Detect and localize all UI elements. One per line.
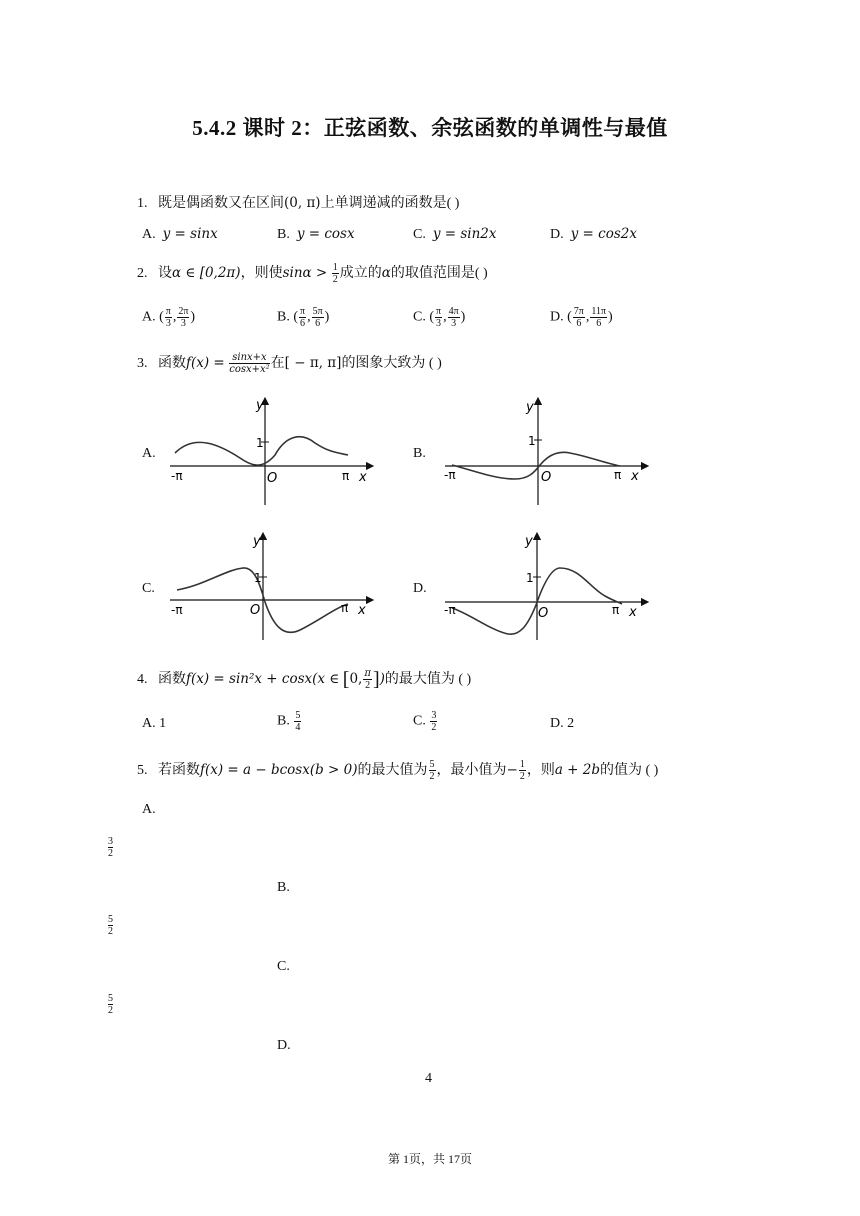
question-5: 5. 若函数f(x) = a − bcosx(b > 0)的最大值为 $\frac{5}{2}$ ，最小值为− $\frac{1}{2}$ ，则a + 2b的值为 ( ) <box>137 759 659 783</box>
svg-text:y: y <box>253 534 261 549</box>
graph-c <box>165 530 375 645</box>
svg-text:1: 1 <box>254 571 262 585</box>
tick-1: 1 <box>256 436 264 450</box>
question-number: 2. <box>137 266 148 281</box>
option-b: B. ( $\frac{\pi}{6}$ , $\frac{5\pi}{6}$ ) <box>277 306 330 329</box>
question-3: 3. 函数f(x) = $\frac{\sin x+x}{\text{cosx+x²}}$ 在[ − π, π]的图象大致为 ( ) <box>137 352 442 376</box>
svg-text:y: y <box>525 534 533 549</box>
svg-text:O: O <box>541 470 552 485</box>
math-expr: sinα > <box>282 265 328 281</box>
option-b-label: B. <box>277 880 290 895</box>
question-number: 1. <box>137 196 148 211</box>
svg-text:π: π <box>612 603 620 617</box>
graph-option-c-label: C. <box>142 581 155 596</box>
option-c: C. ( $\frac{\pi}{3}$ , $\frac{4\pi}{3}$ ) <box>413 306 466 329</box>
svg-text:1: 1 <box>526 571 534 585</box>
svg-text:y: y <box>526 400 534 415</box>
fraction: $\frac{\sin x+x}{\text{cosx+x²}}$ <box>229 352 270 376</box>
option-c-label: C. <box>277 959 290 974</box>
graph-d <box>440 530 650 645</box>
tick-neg-pi: -π <box>171 469 183 483</box>
svg-text:O: O <box>538 606 549 621</box>
option-a: A. 1 <box>142 716 167 731</box>
option-a: A. y = sinx <box>142 226 218 242</box>
option-a-label: A. <box>142 802 156 817</box>
svg-text:-π: -π <box>444 603 456 617</box>
option-b: B. $\frac{5}{4}$ <box>277 710 301 733</box>
svg-text:x: x <box>358 603 366 618</box>
y-label: y <box>256 398 264 413</box>
option-c: C. $\frac{3}{2}$ <box>413 710 437 733</box>
graph-b <box>440 395 650 510</box>
option-a-value: 3 2 <box>108 836 113 859</box>
svg-text:-π: -π <box>444 468 456 482</box>
option-d: D. 2 <box>550 716 575 731</box>
graph-option-b-label: B. <box>413 446 426 461</box>
question-text: 上单调递减的函数是( ) <box>320 196 460 211</box>
graph-a <box>165 395 375 510</box>
fraction: $\frac{1}{2}$ <box>332 262 338 286</box>
tick-pi: π <box>342 469 350 483</box>
graph-option-a-label: A. <box>142 446 156 461</box>
question-2: 2. 设α ∈ [0,2π)，则使sinα > $\frac{1}{2}$ 成立的α的取值范围是( ) <box>137 262 488 286</box>
graph-option-d-label: D. <box>413 581 427 596</box>
option-d-value: 4 <box>425 1071 432 1086</box>
origin-label: O <box>267 471 278 486</box>
question-text: 既是偶函数又在区间 <box>158 196 284 211</box>
svg-text:-π: -π <box>171 603 183 617</box>
option-b-value: 5 2 <box>108 914 113 937</box>
svg-text:O: O <box>250 603 261 618</box>
svg-text:x: x <box>631 469 639 484</box>
option-c: C. y = sin2x <box>413 226 497 242</box>
question-4: 4. 函数f(x) = sin²x + cosx(x ∈ [0, $\frac{\pi}{2}$ ])的最大值为 ( ) <box>137 668 472 692</box>
question-1 <box>137 192 459 212</box>
svg-text:π: π <box>614 468 622 482</box>
x-label: x <box>359 470 367 485</box>
page-title: 5.4.2 课时 2：正弦函数、余弦函数的单调性与最值 <box>192 116 668 140</box>
math-interval: (0, π) <box>284 195 321 211</box>
option-c-value: 5 2 <box>108 993 113 1016</box>
svg-text:x: x <box>629 605 637 620</box>
page-footer: 第 1页，共 17页 <box>387 1152 472 1166</box>
svg-text:π: π <box>341 601 349 615</box>
option-a: A. ( $\frac{\pi}{3}$ , $\frac{2\pi}{3}$ ) <box>142 306 196 329</box>
option-b: B. y = cosx <box>277 226 355 242</box>
svg-text:1: 1 <box>528 434 536 448</box>
math-expr: α ∈ [0,2π) <box>172 265 241 281</box>
option-d: D. y = cos2x <box>550 226 637 242</box>
option-d-label: D. <box>277 1038 291 1053</box>
option-d: D. ( $\frac{7\pi}{6}$ , $\frac{11\pi}{6}$ ) <box>550 306 613 329</box>
